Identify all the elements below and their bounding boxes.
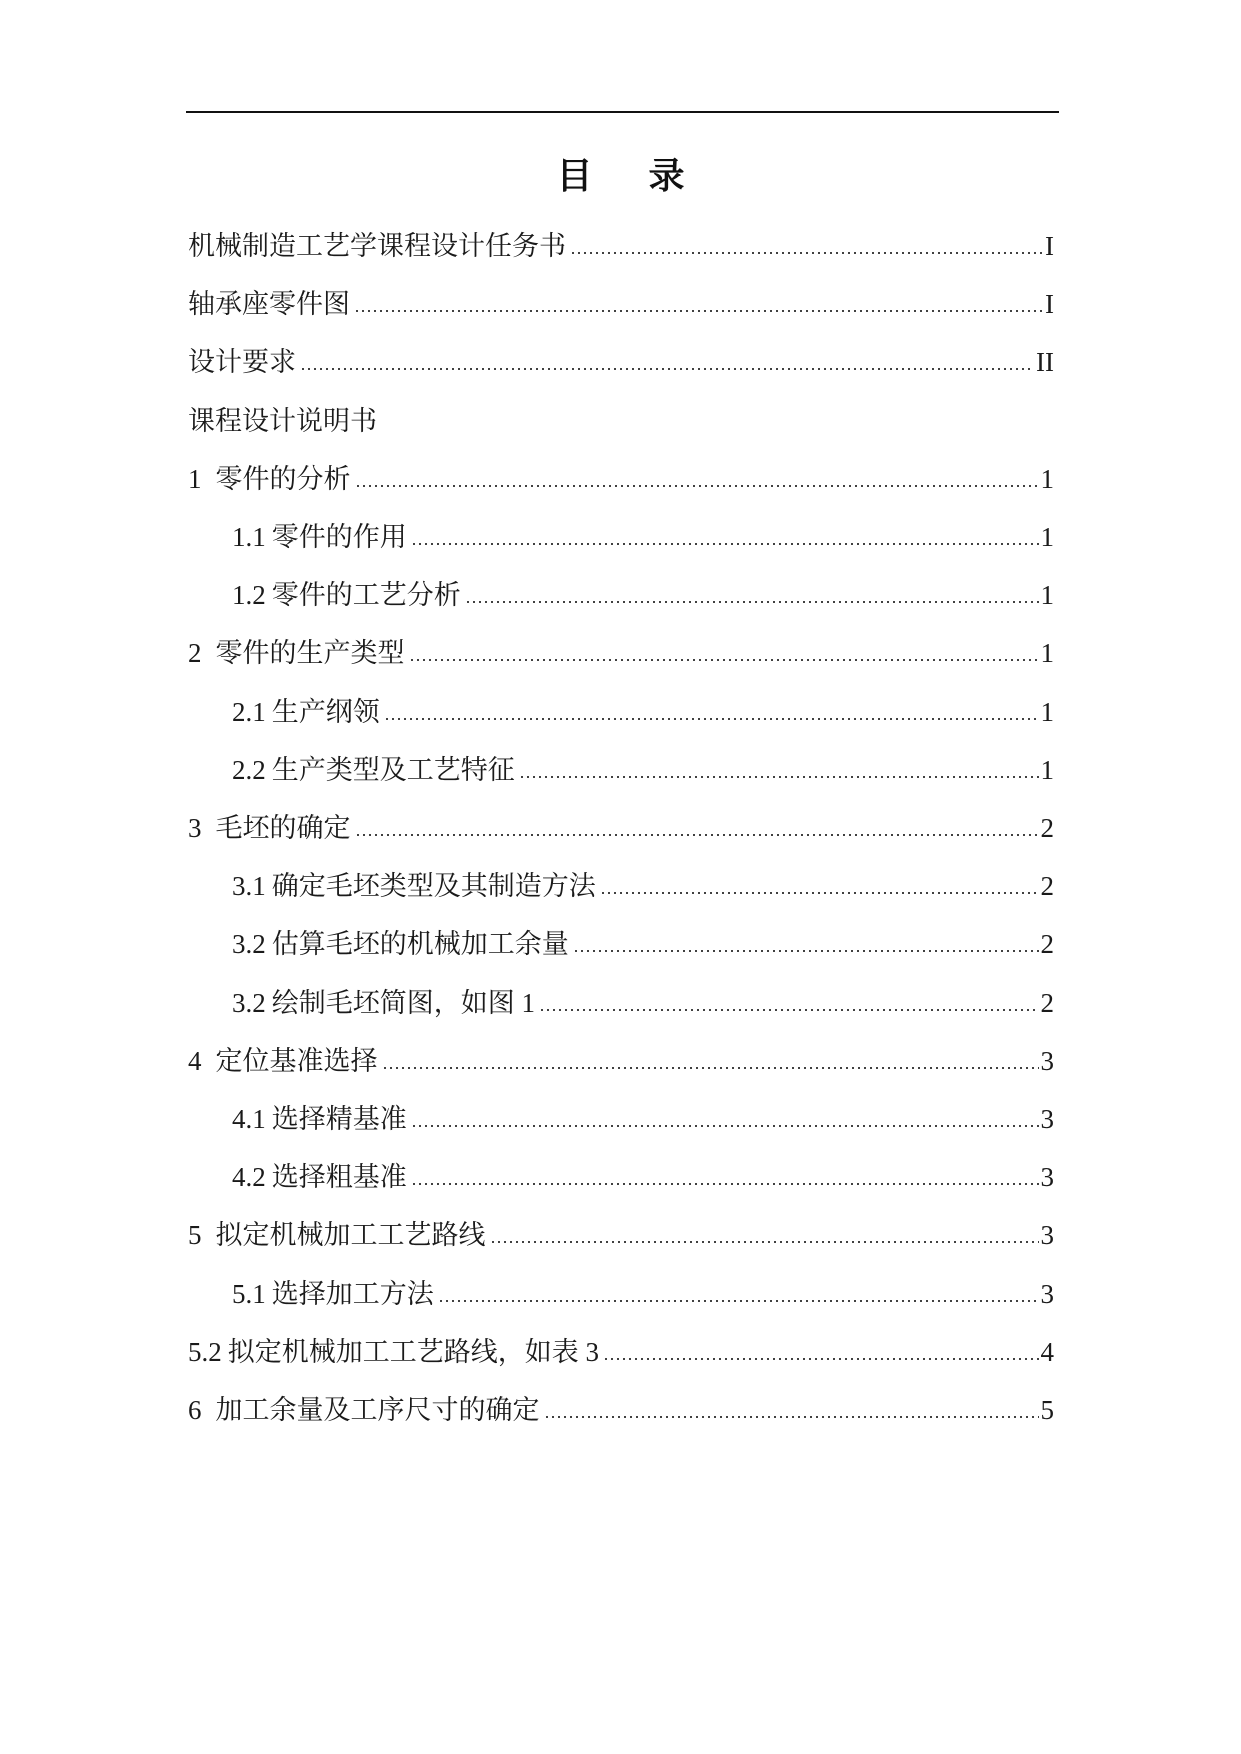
title-char-1: 目 bbox=[556, 155, 593, 197]
toc-entry[interactable] bbox=[188, 1384, 1054, 1424]
toc-entry-page-number: 1 bbox=[1040, 522, 1054, 552]
toc-entry-text: 选择粗基准 bbox=[271, 1162, 407, 1193]
toc-entry-label bbox=[188, 815, 351, 842]
toc-entry-page-number: 1 bbox=[1040, 754, 1054, 785]
toc-entry-text: 课程设计说明书 bbox=[188, 405, 377, 436]
toc-entry-number: 3.2 bbox=[232, 987, 266, 1018]
toc-entry-number: 1.1 bbox=[232, 522, 266, 552]
toc-entry[interactable] bbox=[188, 1326, 1054, 1366]
toc-entry[interactable] bbox=[188, 336, 1054, 376]
toc-entry-page-number: II bbox=[1036, 347, 1054, 378]
toc-entry-number: 1 bbox=[188, 463, 202, 494]
toc-entry-text: 定位基准选择 bbox=[215, 1045, 378, 1076]
toc-leader-dots bbox=[519, 776, 1039, 778]
toc-entry[interactable] bbox=[188, 977, 1054, 1017]
toc-entry[interactable] bbox=[188, 802, 1054, 842]
toc-entry-text: 设计要求 bbox=[188, 347, 296, 378]
toc-entry[interactable] bbox=[188, 1151, 1054, 1191]
toc-entry-number: 4 bbox=[188, 1045, 202, 1076]
toc-entry-page-number: I bbox=[1045, 231, 1054, 261]
toc-leader-dots bbox=[539, 1009, 1039, 1011]
toc-entry-number: 2.2 bbox=[232, 754, 266, 785]
toc-entry[interactable] bbox=[188, 569, 1054, 609]
toc-entry-text: 估算毛坯的机械加工余量 bbox=[271, 929, 569, 960]
toc-entry[interactable] bbox=[188, 860, 1054, 900]
toc-entry-label bbox=[188, 987, 535, 1018]
toc-entry-number: 3 bbox=[188, 813, 202, 843]
toc-entry-page-number: 2 bbox=[1040, 987, 1054, 1018]
toc-entry-text: 选择加工方法 bbox=[271, 1278, 434, 1309]
toc-leader-dots bbox=[465, 601, 1039, 603]
toc-entry-text: 绘制毛坯简图，如图 1 bbox=[271, 987, 535, 1018]
toc-entry-label bbox=[188, 696, 380, 727]
toc-entry-label bbox=[188, 1278, 434, 1309]
toc-entry-page-number: I bbox=[1045, 289, 1054, 320]
toc-entry[interactable] bbox=[188, 1035, 1054, 1075]
toc-entry-label bbox=[188, 1222, 486, 1249]
toc-entry-text: 零件的工艺分析 bbox=[271, 580, 461, 611]
toc-entry-label bbox=[188, 405, 377, 436]
toc-leader-dots bbox=[409, 659, 1039, 661]
toc-entry-text: 机械制造工艺学课程设计任务书 bbox=[188, 231, 566, 261]
toc-entry-text: 加工余量及工序尺寸的确定 bbox=[215, 1395, 540, 1425]
header-rule bbox=[186, 111, 1059, 113]
toc-entry-text: 轴承座零件图 bbox=[188, 289, 350, 320]
toc-entry-text: 拟定机械加工工艺路线，如表 3 bbox=[227, 1336, 599, 1367]
toc-entry-label bbox=[188, 291, 350, 318]
toc-entry-number: 2 bbox=[188, 638, 202, 669]
toc-entry-text: 生产纲领 bbox=[271, 696, 380, 727]
toc-entry-label bbox=[188, 873, 596, 900]
toc-entry-label bbox=[188, 754, 515, 785]
toc-entry[interactable] bbox=[188, 1268, 1054, 1308]
toc-leader-dots bbox=[544, 1416, 1039, 1418]
toc-entry-number: 3.2 bbox=[232, 929, 266, 960]
toc-leader-dots bbox=[382, 1067, 1039, 1069]
toc-leader-dots bbox=[600, 892, 1039, 894]
toc-entry-page-number: 3 bbox=[1040, 1278, 1054, 1309]
toc-entry-label bbox=[188, 582, 461, 609]
toc-entry-text: 零件的生产类型 bbox=[215, 638, 405, 669]
toc-entry[interactable] bbox=[188, 220, 1054, 260]
toc-entry-page-number: 1 bbox=[1040, 638, 1054, 669]
toc-entry-page-number: 3 bbox=[1040, 1104, 1054, 1134]
toc-leader-dots bbox=[354, 310, 1043, 312]
toc-entry-label bbox=[188, 1164, 407, 1191]
toc-entry-label bbox=[188, 1397, 540, 1424]
toc-entry-text: 零件的分析 bbox=[215, 463, 351, 494]
toc-entry-page-number: 2 bbox=[1040, 929, 1054, 960]
toc-entry-page-number: 4 bbox=[1040, 1336, 1054, 1367]
toc-entry-label bbox=[188, 1106, 407, 1133]
toc-entry-page-number: 1 bbox=[1040, 696, 1054, 727]
toc-entry-text: 毛坯的确定 bbox=[215, 813, 351, 843]
toc-entry-page-number: 3 bbox=[1040, 1220, 1054, 1251]
toc-entry[interactable] bbox=[188, 918, 1054, 958]
toc-entry-text: 生产类型及工艺特征 bbox=[271, 754, 515, 785]
toc-leader-dots bbox=[411, 543, 1039, 545]
toc-entry[interactable] bbox=[188, 395, 1054, 435]
page-title bbox=[0, 155, 1241, 197]
toc-entry-page-number: 2 bbox=[1040, 871, 1054, 902]
toc-entry-text: 确定毛坯类型及其制造方法 bbox=[271, 871, 596, 902]
toc-entry-label bbox=[188, 349, 296, 376]
toc-entry-label bbox=[188, 463, 351, 494]
toc-leader-dots bbox=[573, 950, 1039, 952]
toc-leader-dots bbox=[300, 368, 1034, 370]
toc-entry-number: 3.1 bbox=[232, 871, 266, 902]
toc-entry-label bbox=[188, 1045, 378, 1076]
toc-entry-page-number: 3 bbox=[1040, 1162, 1054, 1193]
toc-entry-text: 选择精基准 bbox=[271, 1104, 407, 1134]
toc-entry[interactable] bbox=[188, 278, 1054, 318]
toc-entry-number: 4.1 bbox=[232, 1104, 266, 1134]
toc-entry[interactable] bbox=[188, 627, 1054, 667]
toc-entry-number: 1.2 bbox=[232, 580, 266, 611]
toc-entry-text: 零件的作用 bbox=[271, 522, 407, 552]
toc-entry-number: 2.1 bbox=[232, 696, 266, 727]
toc-entry[interactable] bbox=[188, 1093, 1054, 1133]
toc-entry-label bbox=[188, 640, 405, 667]
toc-entry-page-number: 3 bbox=[1040, 1045, 1054, 1076]
toc-entry[interactable] bbox=[188, 1209, 1054, 1249]
toc-entry-label bbox=[188, 931, 569, 958]
toc-leader-dots bbox=[355, 834, 1039, 836]
toc-leader-dots bbox=[438, 1300, 1039, 1302]
toc-entry[interactable] bbox=[188, 686, 1054, 726]
toc-entry-number: 4.2 bbox=[232, 1162, 266, 1193]
toc-entry[interactable] bbox=[188, 453, 1054, 493]
toc-leader-dots bbox=[490, 1241, 1039, 1243]
toc-entry-page-number: 2 bbox=[1040, 813, 1054, 843]
toc-entry-page-number: 5 bbox=[1040, 1395, 1054, 1425]
toc-entry-number: 5.2 bbox=[188, 1336, 222, 1367]
toc-entry-text: 拟定机械加工工艺路线 bbox=[215, 1220, 486, 1251]
toc-leader-dots bbox=[570, 252, 1043, 254]
toc-entry-page-number: 1 bbox=[1040, 463, 1054, 494]
toc-entry[interactable] bbox=[188, 511, 1054, 551]
toc-leader-dots bbox=[355, 485, 1039, 487]
toc-leader-dots bbox=[411, 1125, 1039, 1127]
toc-entry-number: 5 bbox=[188, 1220, 202, 1251]
toc-leader-dots bbox=[384, 718, 1039, 720]
toc-leader-dots bbox=[603, 1358, 1039, 1360]
toc-entry-label bbox=[188, 233, 566, 260]
toc-entry-number: 6 bbox=[188, 1395, 202, 1425]
toc-leader-dots bbox=[411, 1183, 1039, 1185]
toc-entry-label bbox=[188, 1336, 599, 1367]
toc-entry-number: 5.1 bbox=[232, 1278, 266, 1309]
toc-entry-label bbox=[188, 524, 407, 551]
toc-entry-page-number: 1 bbox=[1040, 580, 1054, 611]
title-char-2: 录 bbox=[648, 155, 685, 197]
toc-entry[interactable] bbox=[188, 744, 1054, 784]
